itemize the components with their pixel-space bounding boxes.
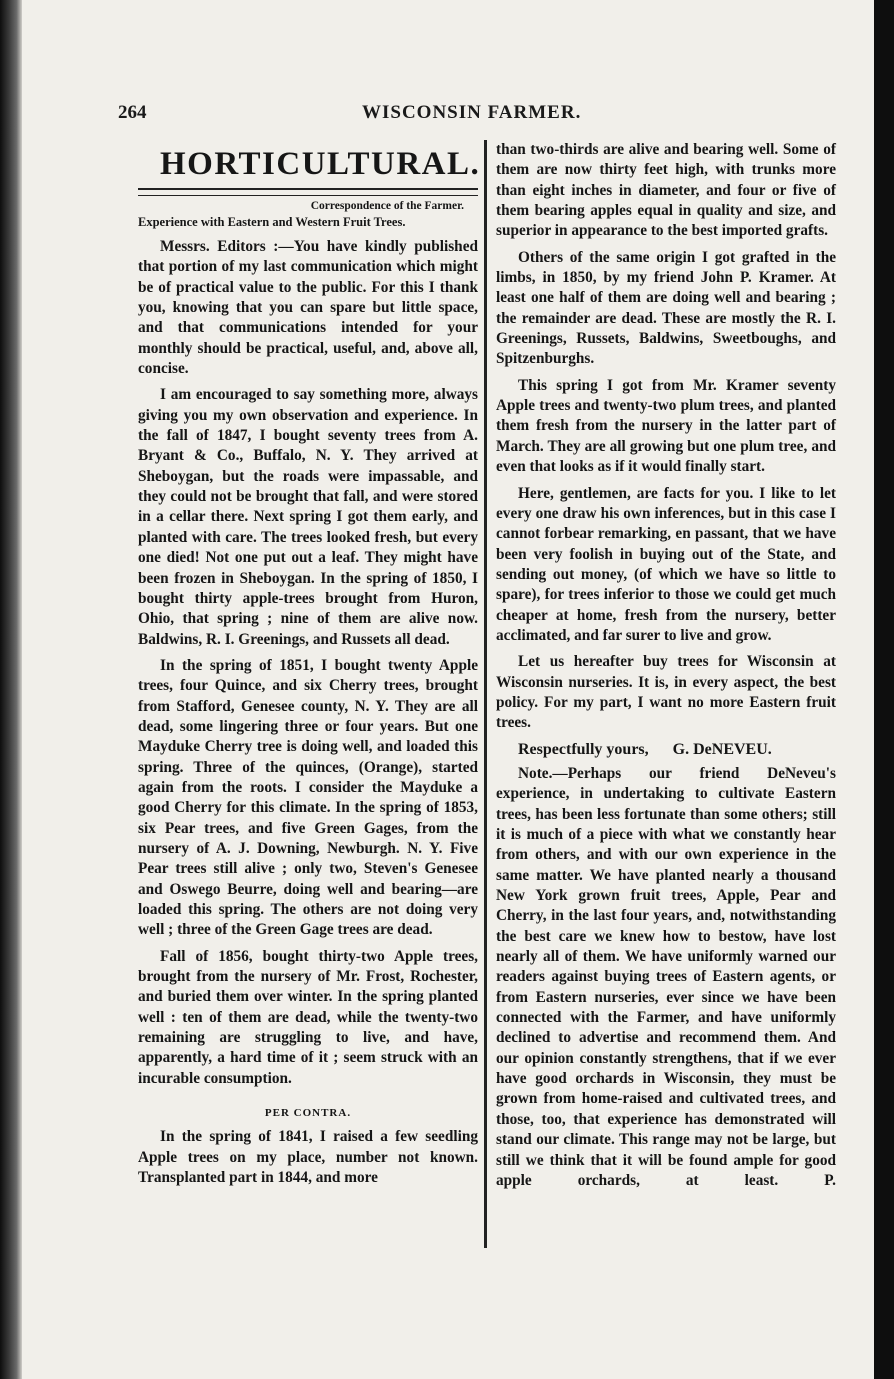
- right-column: [496, 140, 836, 1191]
- scanned-page: [22, 0, 874, 1379]
- signature-line: Respectfully yours, G. DeNEVEU.: [518, 740, 772, 758]
- paragraph: In the spring of 1851, I bought twenty Apple trees, four Quince, and six Cherry trees, brought from Stafford, Genesee county, N. Y. They are all dead, some lingering three or four years. But one Mayduke Cherry tree is doing well, and loaded this spring. Three of the quinces, (Orange), started again from the roots. I consider the Mayduke a good Cherry for this climate. In the spring of 1853, six Pear trees, and five Green Gages, from the nursery of A. J. Downing, Newburgh. N. Y. Five Pear trees still alive ; only two, Steven's Genesee and Oswego Beurre, doing well and bearing—are loaded this spring. The others are not doing very well ; three of the Green Gage trees are dead.: [138, 656, 478, 939]
- article-subhead: Experience with Eastern and Western Fruit Trees.: [138, 215, 406, 229]
- editor-note: Note.—Perhaps our friend DeNeveu's experience, in undertaking to cultivate Eastern trees, has been less fortunate than some others; still it is much of a piece with what we constantly hear from others, and with our own experience in the same matter. We have planted nearly a thousand New York grown fruit trees, Apple, Pear and Cherry, in the last four years, and, notwithstanding the best care we knew how to bestow, have lost nearly all of them. We have uniformly warned our readers against buying trees of Eastern agents, or from Eastern nurseries, ever since we have been connected with the Farmer, and have uniformly declined to advertise and recommend them. And our opinion constantly strengthens, that if we ever have good orchards in Wisconsin, they must be grown from home-raised and cultivated trees, and those, too, that experience has demonstrated will stand our climate. This range may not be large, but still we think that it will be found ample for good apple orchards, at least. P.: [496, 764, 836, 1189]
- running-head: WISCONSIN FARMER.: [362, 102, 582, 123]
- column-divider: [484, 140, 487, 1248]
- paragraph: In the spring of 1841, I raised a few seedling Apple trees on my place, number not known. Transplanted part in 1844, and more: [138, 1128, 478, 1187]
- page-header: [118, 102, 618, 128]
- book-binding-edge: [0, 0, 22, 1379]
- paragraph: Fall of 1856, bought thirty-two Apple trees, brought from the nursery of Mr. Frost, Rochester, and buried them over winter. In the spring planted well : ten of them are dead, while the twenty-two remaining are struggling to live, and have, apparently, a hard time of it ; seem struck with an incurable consumption.: [138, 947, 478, 1087]
- paragraph: Let us hereafter buy trees for Wisconsin at Wisconsin nurseries. It is, in every aspect, the best policy. For my part, I want no more Eastern fruit trees.: [496, 653, 836, 732]
- per-contra-heading: PER CONTRA.: [264, 1107, 352, 1120]
- paragraph: Others of the same origin I got grafted in the limbs, in 1850, by my friend John P. Kramer. At least one half of them are doing well and bearing ; the remainder are dead. These are mostly the R. I. Greenings, Russets, Baldwins, Sweetboughs, and Spitzenburghs.: [496, 248, 836, 368]
- correspondence-credit: Correspondence of the Farmer.: [310, 200, 464, 212]
- paragraph: This spring I got from Mr. Kramer seventy Apple trees and twenty-two plum trees, and planted them fresh from the nursery in the latter part of March. They are all growing but one plum tree, and even that looks as if it would finally start.: [496, 376, 836, 476]
- paragraph: Here, gentlemen, are facts for you. I like to let every one draw his own inferences, but in this case I cannot forbear remarking, en passant, that we have been very foolish in buying out of the State, and sending out money, (of which we have so little to spare), for trees inferior to those we could get much cheaper at home, fresh from the nursery, better acclimated, and far surer to live and grow.: [496, 484, 836, 644]
- section-title: HORTICULTURAL.: [160, 146, 481, 182]
- scan-dark-edge: [874, 0, 894, 1379]
- title-rule: [138, 188, 478, 196]
- paragraph: Messrs. Editors :—You have kindly published that portion of my last communication which might be of practical value to the public. For this I thank you, knowing that you can spare but little space, and that communications intended for your monthly should be practical, useful, and, above all, concise.: [138, 238, 478, 378]
- paragraph: than two-thirds are alive and bearing well. Some of them are now thirty feet high, with trunks more than eight inches in diameter, and four or five of them bearing apples equal in quality and size, and superior in appearance to the best imported grafts.: [496, 141, 836, 240]
- paragraph: I am encouraged to say something more, always giving you my own observation and experience. In the fall of 1847, I bought seventy trees from A. Bryant & Co., Buffalo, N. Y. They arrived at Sheboygan, but the roads were impassable, and they could not be brought that fall, and were stored in a cellar there. Next spring I got them early, and planted with care. The trees looked fresh, but every one died! Not one put out a leaf. They might have been frozen in Sheboygan. In the spring of 1850, I bought thirty apple-trees brought from Huron, Ohio, that spring ; nine of them are alive now. Baldwins, R. I. Greenings, and Russets all dead.: [138, 386, 478, 648]
- left-column: [138, 144, 481, 1188]
- page-number: 264: [118, 102, 147, 123]
